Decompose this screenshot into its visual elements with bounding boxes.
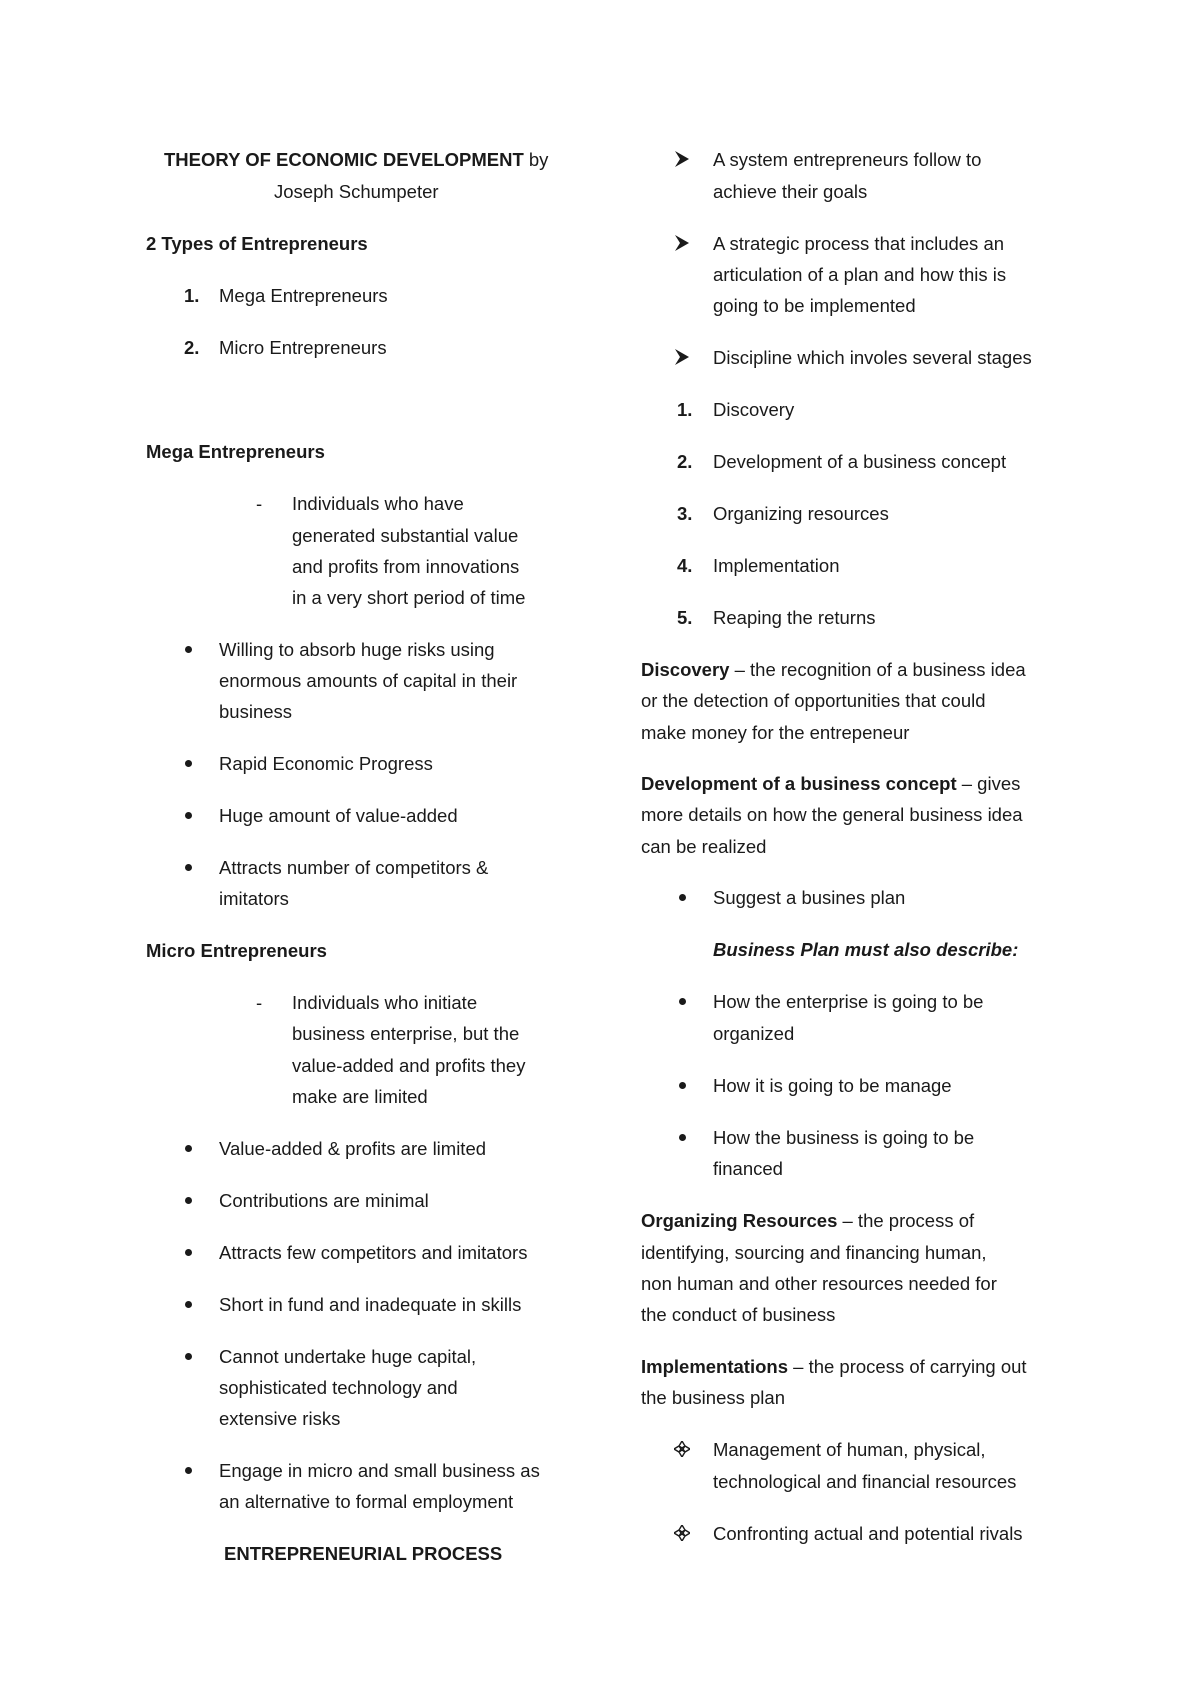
mega-definition-line: in a very short period of time <box>292 587 526 608</box>
organizing-def-text: – the process of <box>837 1210 975 1231</box>
mega-definition-line: and profits from innovations <box>292 556 520 577</box>
types-item: Mega Entrepreneurs <box>219 285 388 306</box>
bullet-icon <box>185 1301 192 1308</box>
stage-item: Development of a business concept <box>713 451 1007 472</box>
stage-item: Discovery <box>713 399 795 420</box>
micro-bullet-line: Engage in micro and small business as <box>219 1460 540 1481</box>
stage-item: Organizing resources <box>713 503 889 524</box>
stage-item: Reaping the returns <box>713 607 876 628</box>
title-by: by <box>523 149 549 170</box>
plan-bullet-line: organized <box>713 1023 795 1044</box>
mega-bullet-line: Huge amount of value-added <box>219 805 458 826</box>
development-def-line: more details on how the general business idea <box>641 804 1023 825</box>
arrowhead-icon <box>675 235 689 251</box>
mega-bullet-line: Rapid Economic Progress <box>219 753 433 774</box>
document-title <box>164 149 548 171</box>
stage-number: 1. <box>677 399 693 420</box>
bullet-icon <box>185 812 192 819</box>
plan-heading: Business Plan must also describe: <box>713 939 1019 960</box>
arrowhead-icon <box>675 349 689 365</box>
bullet-icon <box>185 646 192 653</box>
micro-bullet-line: extensive risks <box>219 1408 341 1429</box>
process-arrow-line: Discipline which involes several stages <box>713 347 1032 368</box>
discovery-def-text: – the recognition of a business idea <box>729 659 1026 680</box>
development-def-text: – gives <box>956 773 1021 794</box>
title-bold: THEORY OF ECONOMIC DEVELOPMENT <box>164 149 524 170</box>
discovery-def-line: make money for the entrepeneur <box>641 722 910 743</box>
bullet-icon <box>185 1353 192 1360</box>
bullet-icon <box>185 760 192 767</box>
mega-bullet-line: imitators <box>219 888 289 909</box>
mega-heading: Mega Entrepreneurs <box>146 441 325 462</box>
title-author: Joseph Schumpeter <box>274 181 439 202</box>
organizing-definition <box>641 1210 974 1232</box>
micro-definition-line: Individuals who initiate <box>292 992 478 1013</box>
bullet-icon <box>185 1249 192 1256</box>
dash-marker: - <box>256 992 263 1013</box>
bullet-icon <box>185 1467 192 1474</box>
micro-bullet-line: Contributions are minimal <box>219 1190 429 1211</box>
process-arrow-line: achieve their goals <box>713 181 868 202</box>
implementations-definition <box>641 1356 1027 1378</box>
micro-bullet-line: Attracts few competitors and imitators <box>219 1242 528 1263</box>
development-def-line: can be realized <box>641 836 767 857</box>
micro-definition-line: business enterprise, but the <box>292 1023 520 1044</box>
discovery-def-line: or the detection of opportunities that could <box>641 690 986 711</box>
plan-bullet-line: How it is going to be manage <box>713 1075 952 1096</box>
micro-bullet-line: Value-added & profits are limited <box>219 1138 487 1159</box>
development-term: Development of a business concept <box>641 773 957 794</box>
arrowhead-icon <box>675 151 689 167</box>
organizing-term: Organizing Resources <box>641 1210 838 1231</box>
discovery-definition <box>641 659 1026 681</box>
diamond-bullet-icon <box>674 1525 690 1541</box>
micro-bullet-line: Short in fund and inadequate in skills <box>219 1294 522 1315</box>
process-arrow-line: A strategic process that includes an <box>713 233 1005 254</box>
micro-heading: Micro Entrepreneurs <box>146 940 327 961</box>
stage-item: Implementation <box>713 555 840 576</box>
stage-number: 3. <box>677 503 693 524</box>
mega-bullet-line: Willing to absorb huge risks using <box>219 639 495 660</box>
dash-marker: - <box>256 493 263 514</box>
organizing-def-line: the conduct of business <box>641 1304 836 1325</box>
bullet-icon <box>679 1134 686 1141</box>
plan-bullet-line: How the enterprise is going to be <box>713 991 984 1012</box>
process-arrow-line: articulation of a plan and how this is <box>713 264 1007 285</box>
implementations-def-text: – the process of carrying out <box>788 1356 1027 1377</box>
mega-definition-line: Individuals who have <box>292 493 464 514</box>
types-item: Micro Entrepreneurs <box>219 337 387 358</box>
organizing-def-line: non human and other resources needed for <box>641 1273 997 1294</box>
plan-bullet-line: financed <box>713 1158 783 1179</box>
diamond-bullet-icon <box>674 1441 690 1457</box>
development-definition <box>641 773 1020 795</box>
bullet-icon <box>679 998 686 1005</box>
organizing-def-line: identifying, sourcing and financing human, <box>641 1242 987 1263</box>
micro-bullet-line: Cannot undertake huge capital, <box>219 1346 477 1367</box>
discovery-term: Discovery <box>641 659 730 680</box>
micro-bullet-line: sophisticated technology and <box>219 1377 458 1398</box>
process-arrow-line: going to be implemented <box>713 295 916 316</box>
plan-bullet-line: How the business is going to be <box>713 1127 975 1148</box>
micro-definition-line: make are limited <box>292 1086 428 1107</box>
diamond-bullet-line: Confronting actual and potential rivals <box>713 1523 1023 1544</box>
diamond-bullet-line: Management of human, physical, <box>713 1439 986 1460</box>
types-heading: 2 Types of Entrepreneurs <box>146 233 368 254</box>
stage-number: 5. <box>677 607 693 628</box>
stage-number: 4. <box>677 555 693 576</box>
suggest-plan: Suggest a busines plan <box>713 887 906 908</box>
types-number: 1. <box>184 285 200 306</box>
bullet-icon <box>679 894 686 901</box>
mega-bullet-line: business <box>219 701 293 722</box>
mega-bullet-line: Attracts number of competitors & <box>219 857 489 878</box>
stage-number: 2. <box>677 451 693 472</box>
process-arrow-line: A system entrepreneurs follow to <box>713 149 982 170</box>
types-number: 2. <box>184 337 200 358</box>
implementations-term: Implementations <box>641 1356 788 1377</box>
bullet-icon <box>185 1197 192 1204</box>
mega-definition-line: generated substantial value <box>292 525 519 546</box>
bullet-icon <box>185 864 192 871</box>
implementations-def-line: the business plan <box>641 1387 785 1408</box>
bullet-icon <box>185 1145 192 1152</box>
micro-bullet-line: an alternative to formal employment <box>219 1491 514 1512</box>
diamond-bullet-line: technological and financial resources <box>713 1471 1017 1492</box>
bullet-icon <box>679 1082 686 1089</box>
mega-bullet-line: enormous amounts of capital in their <box>219 670 518 691</box>
micro-definition-line: value-added and profits they <box>292 1055 526 1076</box>
process-heading: ENTREPRENEURIAL PROCESS <box>224 1543 503 1564</box>
